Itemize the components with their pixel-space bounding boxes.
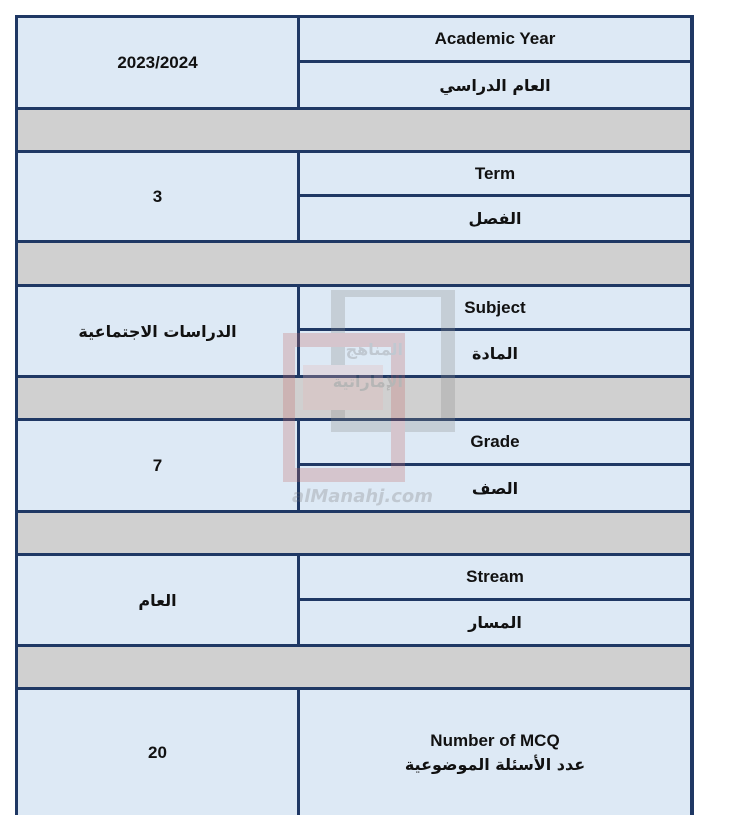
info-table [15,15,694,815]
stream-label-en [300,556,690,598]
grade-value-text: 7 [152,455,163,475]
mcq-label-en-text: Number of MCQ [430,730,560,750]
mcq-label-ar-text: عدد الأسئلة الموضوعية [404,755,586,775]
subject-value-text: الدراسات الاجتماعية [78,321,237,341]
stream-value-text: العام [138,590,177,610]
term-label-ar [300,197,690,240]
separator-row [18,110,690,150]
stream-label-ar-text: المسار [468,613,522,632]
academic-year-value [18,18,297,107]
academic-year-label-ar-text: العام الدراسي [439,75,551,95]
term-value [18,153,297,240]
term-label-ar-text: الفصل [468,209,522,228]
subject-label-ar-text: المادة [472,343,518,363]
grade-label-en [300,421,690,463]
grade-label-ar [300,466,690,510]
subject-value [18,287,297,375]
term-label-en [300,153,690,194]
mcq-value-text: 20 [148,742,167,762]
separator-row [18,243,690,284]
grade-label-en-text: Grade [470,432,520,451]
academic-year-value-text: 2023/2024 [117,52,198,72]
watermark-line2: الإماراتية [332,372,403,391]
mcq-label [300,690,690,815]
academic-year-label-en-text: Academic Year [434,29,556,48]
stream-value [18,556,297,644]
watermark-line1: المناهج [345,340,403,359]
grade-value [18,421,297,510]
watermark-url: alManahj.com [292,486,433,507]
grade-label-ar-text: الصف [471,478,519,498]
subject-label-en-text: Subject [464,297,526,317]
term-value-text: 3 [152,186,163,206]
mcq-value [18,690,297,815]
separator-row [18,647,690,687]
academic-year-label-en [300,18,690,60]
separator-row [18,513,690,553]
term-label-en-text: Term [474,163,516,183]
subject-label-ar [300,331,690,375]
stream-label-en-text: Stream [466,567,524,586]
subject-label-en [300,287,690,328]
stream-label-ar [300,601,690,644]
academic-year-label-ar [300,63,690,107]
separator-row [18,378,690,418]
